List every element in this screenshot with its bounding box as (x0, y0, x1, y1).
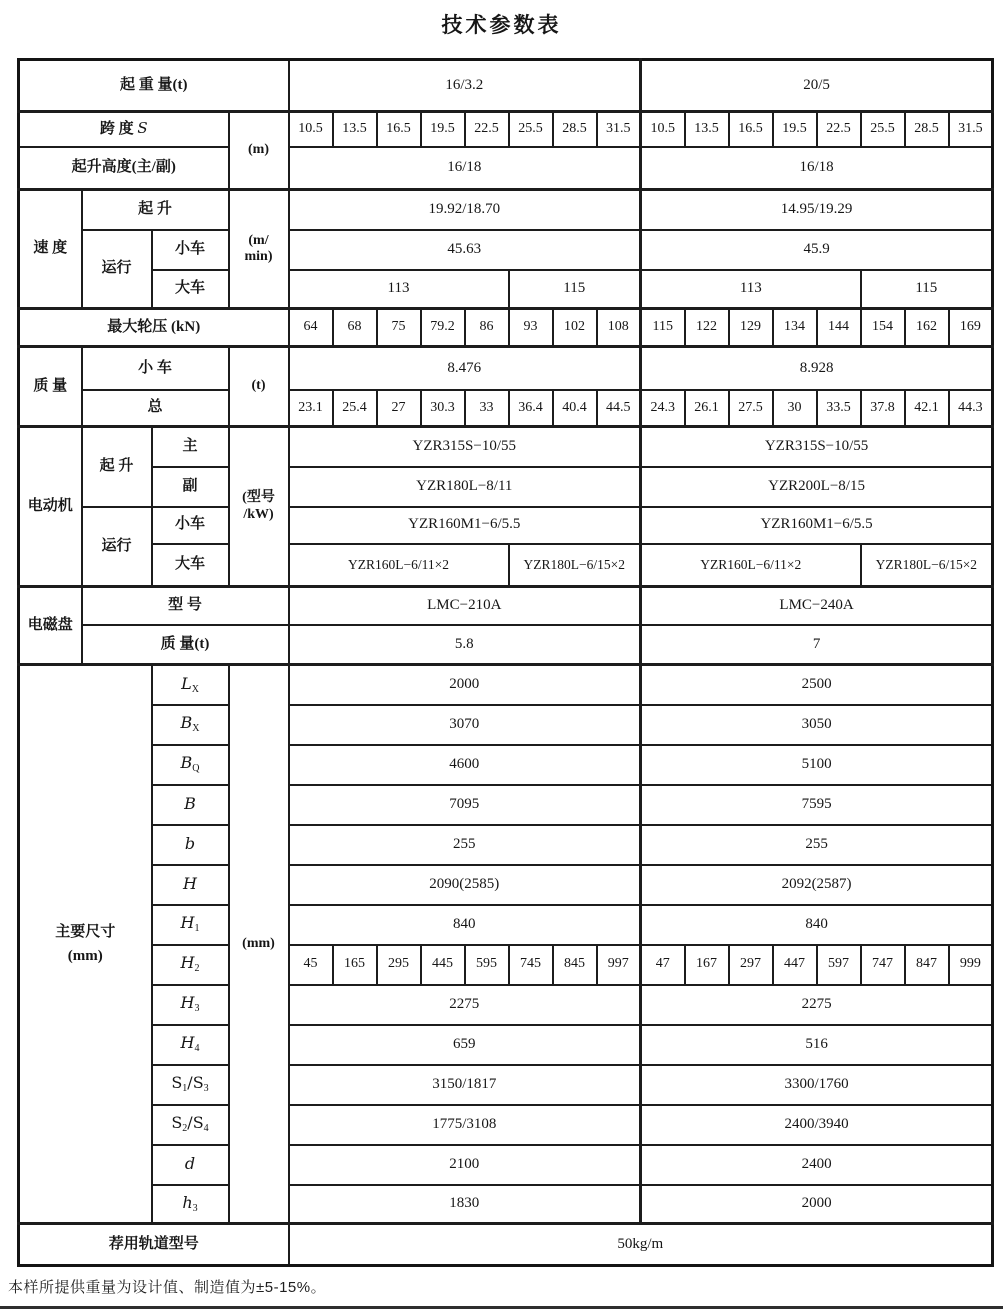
speed-crane-label: 大车 (152, 270, 229, 309)
dim-value-g1: 2275 (289, 985, 641, 1025)
dim-value-g2: 3300/1760 (641, 1065, 993, 1105)
wheel-pressure-value: 68 (333, 309, 377, 347)
motor-aux-g2: YZR200L−8/15 (641, 467, 993, 507)
dim-value-g1: 1830 (289, 1185, 641, 1224)
magnet-mass-g1: 5.8 (289, 625, 641, 665)
dim-symbol: $H_3$ (152, 985, 229, 1025)
dim-value-g1: 2100 (289, 1145, 641, 1185)
mass-total-value: 25.4 (333, 390, 377, 427)
motor-main-g2: YZR315S−10/55 (641, 427, 993, 467)
motor-hoist-label: 起 升 (82, 427, 152, 507)
dim-value-g2: 3050 (641, 705, 993, 745)
motor-crane-val: YZR160L−6/11×2 (289, 544, 509, 587)
dim-symbol: $B_X$ (152, 705, 229, 745)
dim-h2-value: 999 (949, 945, 993, 985)
dim-h2-value: 445 (421, 945, 465, 985)
dim-symbol: $H_4$ (152, 1025, 229, 1065)
mass-total-value: 44.5 (597, 390, 641, 427)
dim-symbol: b (152, 825, 229, 865)
mass-total-value: 36.4 (509, 390, 553, 427)
dim-value-g2: 516 (641, 1025, 993, 1065)
wheel-pressure-value: 115 (641, 309, 685, 347)
dim-h2-value: 595 (465, 945, 509, 985)
span-value: 10.5 (289, 112, 333, 147)
speed-trolley-g2: 45.9 (641, 230, 993, 270)
motor-trolley-g1: YZR160M1−6/5.5 (289, 507, 641, 544)
speed-label: 速 度 (19, 190, 82, 309)
wheel-pressure-value: 64 (289, 309, 333, 347)
span-value: 22.5 (465, 112, 509, 147)
dim-h2-value: 847 (905, 945, 949, 985)
dim-value-g2: 840 (641, 905, 993, 945)
motor-crane-val: YZR160L−6/11×2 (641, 544, 861, 587)
dim-value-g2: 2092(2587) (641, 865, 993, 905)
motor-crane-label: 大车 (152, 544, 229, 587)
motor-crane-val: YZR180L−6/15×2 (861, 544, 993, 587)
span-value: 25.5 (861, 112, 905, 147)
dim-value-g2: 5100 (641, 745, 993, 785)
motor-label: 电动机 (19, 427, 82, 587)
capacity-label: 起 重 量(t) (19, 60, 289, 112)
speed-crane-val: 115 (861, 270, 993, 309)
span-symbol: S (137, 119, 148, 138)
span-value: 16.5 (729, 112, 773, 147)
wheel-pressure-label: 最大轮压 (kN) (19, 309, 289, 347)
span-value: 28.5 (553, 112, 597, 147)
dim-value-g1: 1775/3108 (289, 1105, 641, 1145)
bottom-rule (0, 1306, 1003, 1309)
wheel-pressure-value: 79.2 (421, 309, 465, 347)
dim-h2-value: 597 (817, 945, 861, 985)
dim-symbol: $S_1/S_3$ (152, 1065, 229, 1105)
speed-crane-val: 113 (289, 270, 509, 309)
dim-value-g1: 840 (289, 905, 641, 945)
dim-h2-value: 295 (377, 945, 421, 985)
dim-h2-value: 745 (509, 945, 553, 985)
dim-h2-value: 45 (289, 945, 333, 985)
mass-total-value: 33 (465, 390, 509, 427)
magnet-mass-label: 质 量(t) (82, 625, 289, 665)
speed-trolley-label: 小车 (152, 230, 229, 270)
dim-symbol: $H_2$ (152, 945, 229, 985)
mass-total-value: 27 (377, 390, 421, 427)
mass-total-value: 30 (773, 390, 817, 427)
footnote: 本样所提供重量为设计值、制造值为±5-15%。 (8, 1279, 327, 1296)
span-value: 13.5 (333, 112, 377, 147)
span-value: 31.5 (597, 112, 641, 147)
motor-aux-label: 副 (152, 467, 229, 507)
dim-value-g1: 2000 (289, 665, 641, 705)
capacity-g1: 16/3.2 (289, 60, 641, 112)
dim-value-g2: 2400/3940 (641, 1105, 993, 1145)
mass-trolley-g2: 8.928 (641, 347, 993, 390)
wheel-pressure-value: 154 (861, 309, 905, 347)
speed-hoist-label: 起 升 (82, 190, 229, 230)
mass-total-value: 33.5 (817, 390, 861, 427)
speed-crane-val: 113 (641, 270, 861, 309)
dim-h2-value: 165 (333, 945, 377, 985)
wheel-pressure-value: 122 (685, 309, 729, 347)
speed-trolley-g1: 45.63 (289, 230, 641, 270)
wheel-pressure-value: 129 (729, 309, 773, 347)
mass-total-value: 42.1 (905, 390, 949, 427)
wheel-pressure-value: 162 (905, 309, 949, 347)
dim-symbol: $L_X$ (152, 665, 229, 705)
dimensions-label: 主要尺寸 (mm) (19, 665, 152, 1224)
dim-h2-value: 997 (597, 945, 641, 985)
dim-symbol: $B_Q$ (152, 745, 229, 785)
wheel-pressure-value: 93 (509, 309, 553, 347)
wheel-pressure-value: 75 (377, 309, 421, 347)
lift-height-g2: 16/18 (641, 147, 993, 190)
mass-unit: (t) (229, 347, 289, 427)
dim-h2-value: 167 (685, 945, 729, 985)
mass-total-label: 总 (82, 390, 229, 427)
magnet-mass-g2: 7 (641, 625, 993, 665)
mass-total-value: 44.3 (949, 390, 993, 427)
dim-value-g2: 2500 (641, 665, 993, 705)
lift-height-label: 起升高度(主/副) (19, 147, 229, 190)
page-title: 技术参数表 (441, 14, 562, 37)
wheel-pressure-value: 86 (465, 309, 509, 347)
span-label: 跨 度 S (19, 112, 229, 147)
motor-trolley-label: 小车 (152, 507, 229, 544)
rail-value: 50kg/m (289, 1224, 993, 1266)
dim-symbol: d (152, 1145, 229, 1185)
dim-h2-value: 845 (553, 945, 597, 985)
dim-value-g2: 2000 (641, 1185, 993, 1224)
mass-trolley-g1: 8.476 (289, 347, 641, 390)
dim-h2-value: 47 (641, 945, 685, 985)
span-value: 16.5 (377, 112, 421, 147)
motor-crane-val: YZR180L−6/15×2 (509, 544, 641, 587)
rail-label: 荐用轨道型号 (19, 1224, 289, 1266)
dim-value-g1: 659 (289, 1025, 641, 1065)
mass-total-value: 30.3 (421, 390, 465, 427)
speed-hoist-g1: 19.92/18.70 (289, 190, 641, 230)
speed-unit: (m/ min) (229, 190, 289, 309)
dim-h2-value: 447 (773, 945, 817, 985)
span-value: 13.5 (685, 112, 729, 147)
dim-value-g2: 2400 (641, 1145, 993, 1185)
wheel-pressure-value: 102 (553, 309, 597, 347)
dim-value-g1: 7095 (289, 785, 641, 825)
mass-total-value: 24.3 (641, 390, 685, 427)
dim-value-g2: 7595 (641, 785, 993, 825)
wheel-pressure-value: 108 (597, 309, 641, 347)
dim-h2-value: 747 (861, 945, 905, 985)
mass-label: 质 量 (19, 347, 82, 427)
mass-total-value: 23.1 (289, 390, 333, 427)
tech-parameters-table (17, 58, 994, 1267)
motor-main-label: 主 (152, 427, 229, 467)
dim-symbol: $S_2/S_4$ (152, 1105, 229, 1145)
span-value: 10.5 (641, 112, 685, 147)
span-unit: (m) (229, 112, 289, 190)
magnet-model-label: 型 号 (82, 587, 289, 625)
magnet-model-g2: LMC−240A (641, 587, 993, 625)
speed-travel-label: 运行 (82, 230, 152, 309)
span-value: 31.5 (949, 112, 993, 147)
motor-main-g1: YZR315S−10/55 (289, 427, 641, 467)
wheel-pressure-value: 134 (773, 309, 817, 347)
dimensions-unit: (mm) (229, 665, 289, 1224)
wheel-pressure-value: 169 (949, 309, 993, 347)
dim-h2-value: 297 (729, 945, 773, 985)
dim-value-g1: 255 (289, 825, 641, 865)
span-value: 22.5 (817, 112, 861, 147)
lift-height-g1: 16/18 (289, 147, 641, 190)
wheel-pressure-value: 144 (817, 309, 861, 347)
motor-travel-label: 运行 (82, 507, 152, 587)
dim-value-g1: 4600 (289, 745, 641, 785)
span-value: 19.5 (421, 112, 465, 147)
dim-value-g2: 255 (641, 825, 993, 865)
capacity-g2: 20/5 (641, 60, 993, 112)
span-value: 28.5 (905, 112, 949, 147)
span-value: 19.5 (773, 112, 817, 147)
magnet-model-g1: LMC−210A (289, 587, 641, 625)
motor-unit: (型号 /kW) (229, 427, 289, 587)
dim-value-g1: 2090(2585) (289, 865, 641, 905)
mass-total-value: 37.8 (861, 390, 905, 427)
motor-aux-g1: YZR180L−8/11 (289, 467, 641, 507)
dim-symbol: B (152, 785, 229, 825)
magnet-label: 电磁盘 (19, 587, 82, 665)
mass-trolley-label: 小 车 (82, 347, 229, 390)
dim-symbol: $H_1$ (152, 905, 229, 945)
speed-hoist-g2: 14.95/19.29 (641, 190, 993, 230)
mass-total-value: 40.4 (553, 390, 597, 427)
dim-symbol: $h_3$ (152, 1185, 229, 1224)
mass-total-value: 27.5 (729, 390, 773, 427)
motor-trolley-g2: YZR160M1−6/5.5 (641, 507, 993, 544)
span-value: 25.5 (509, 112, 553, 147)
dim-value-g1: 3150/1817 (289, 1065, 641, 1105)
dim-symbol: H (152, 865, 229, 905)
speed-crane-val: 115 (509, 270, 641, 309)
dim-value-g2: 2275 (641, 985, 993, 1025)
dim-value-g1: 3070 (289, 705, 641, 745)
mass-total-value: 26.1 (685, 390, 729, 427)
